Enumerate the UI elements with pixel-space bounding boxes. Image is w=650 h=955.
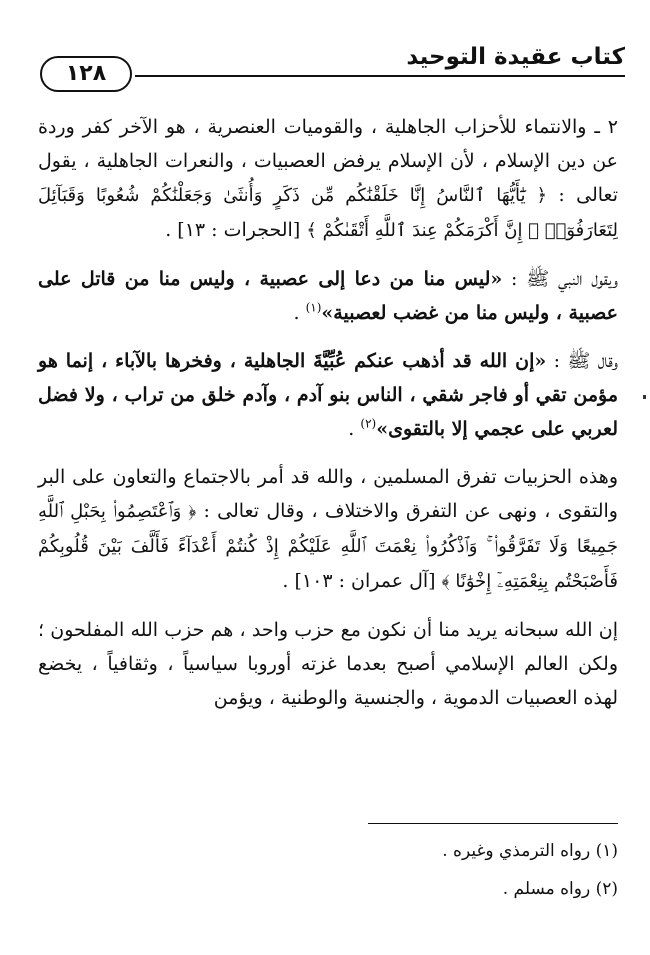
footnote-marker: (٢) [360,416,377,431]
hadith-quote: «إن الله قد أذهب عنكم عُبِّيَّةَ الجاهلية ، وفخرها بالآباء ، إنما هو مؤمن تقي أو فاجر شقي ، الناس بنو آدم ، وآدم خلق من تراب ، ولا فضل لعربي على عجمي إلا بالتقوى» [38,350,618,440]
footnote-1: (١) رواه الترمذي وغيره . [442,841,618,861]
paragraph-hadith-1 [38,262,618,330]
paragraph-text: وهذه الحزبيات تفرق المسلمين ، والله قد أمر بالاجتماع والتعاون على البر والتقوى ، ونهى عن التفرق والاختلاف ، وقال تعالى : [38,466,618,522]
paragraph-text: ٢ ـ والانتماء للأحزاب الجاهلية ، والقوميات العنصرية ، هو الآخر كفر وردة عن دين الإسلام ، لأن الإسلام يرفض العصبيات ، والنعرات الجاهلية ، يقول تعالى : [38,116,618,206]
quran-verse: ﴿ وَٱعْتَصِمُوا۟ بِحَبْلِ ٱللَّهِ جَمِيعًا وَلَا تَفَرَّقُوا۟ ۚ وَٱذْكُرُوا۟ نِعْمَتَ ٱللَّهِ عَلَيْكُمْ إِذْ كُنتُمْ أَعْدَآءً فَأَلَّفَ بَيْنَ قُلُوبِكُمْ فَأَصْبَحْتُم بِنِعْمَتِهِۦٓ إِخْوَٰنًا ﴾ [38,501,618,592]
page-number: ١٢٨ [40,56,132,92]
book-title: كتاب عقيدة التوحيد [406,44,625,70]
footnote-marker: (١) [305,300,322,315]
paragraph-text: ويقول النبي ﷺ : [502,268,618,290]
paragraph-text: إن الله سبحانه يريد منا أن نكون مع حزب واحد ، هم حزب الله المفلحون ؛ ولكن العالم الإسلامي أصبح بعدما غزته أوروبا سياسياً ، وثقافياً ، يخضع لهذه العصبيات الدموية ، والجنسية والوطنية ، ويؤمن [38,619,618,709]
hadith-quote: «ليس منا من دعا إلى عصبية ، وليس منا من قاتل على عصبية ، وليس منا من غضب لعصبية» [38,268,618,324]
paragraph-parties [38,110,618,248]
footnote-2: (٢) رواه مسلم . [502,879,618,899]
paragraph-text: وقال ﷺ : [546,350,618,372]
paragraph-end: . [293,302,306,324]
page-body [38,110,618,729]
paragraph-end: . [348,418,361,440]
verse-reference: [آل عمران : ١٠٣] . [282,570,442,592]
paragraph-hadith-2 [38,344,618,446]
paragraph-division [38,460,618,599]
footnotes [218,832,618,908]
scan-mark [643,395,646,399]
page-header [40,42,625,92]
header-divider [135,75,625,77]
paragraph-hizb-allah [38,613,618,715]
footnote-divider [368,823,618,824]
verse-reference: [الحجرات : ١٣] . [165,219,307,241]
quran-verse: ﴿ يَٰٓأَيُّهَا ٱلنَّاسُ إِنَّا خَلَقْنَٰكُم مِّن ذَكَرٍ وَأُنثَىٰ وَجَعَلْنَٰكُمْ شُعُوبًا وَقَبَآئِلَ لِتَعَارَفُوٓا۟ ۚ إِنَّ أَكْرَمَكُمْ عِندَ ٱللَّهِ أَتْقَىٰكُمْ ﴾ [38,185,618,241]
